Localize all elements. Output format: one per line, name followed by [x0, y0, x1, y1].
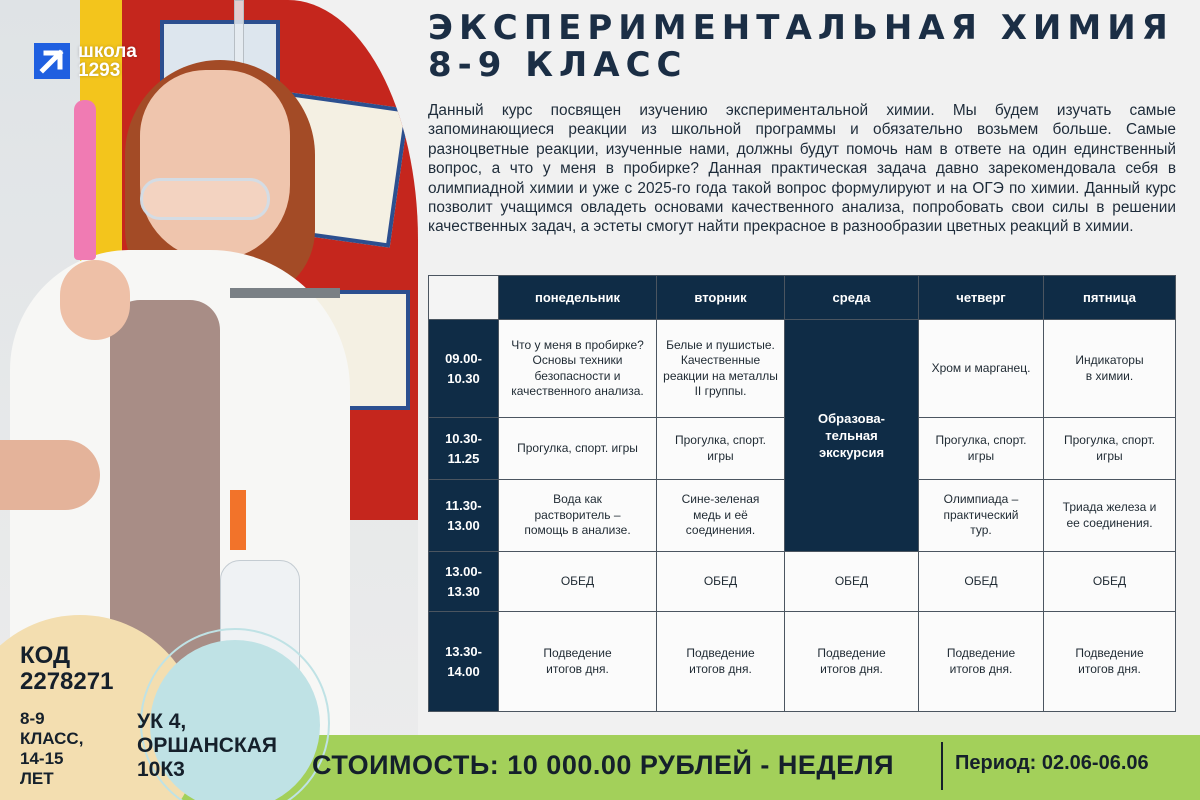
lesson-cell: Триада железа и ее соединения.	[1044, 480, 1176, 552]
time-slot: 13.30- 14.00	[429, 612, 499, 712]
arrow-up-right-icon	[34, 43, 70, 79]
table-row	[429, 612, 1176, 712]
schedule-header-row	[429, 276, 1176, 320]
lunch-cell: ОБЕД	[657, 552, 785, 612]
logo-line1: школа	[78, 41, 137, 62]
title-line1: ЭКСПЕРИМЕНТАЛЬНАЯ ХИМИЯ	[428, 8, 1174, 48]
summary-cell: Подведение итогов дня.	[1044, 612, 1176, 712]
lesson-cell: Прогулка, спорт. игры	[919, 418, 1044, 480]
lesson-cell: Сине-зеленая медь и её соединения.	[657, 480, 785, 552]
summary-cell: Подведение итогов дня.	[919, 612, 1044, 712]
lunch-cell: ОБЕД	[785, 552, 919, 612]
divider	[941, 742, 943, 790]
lesson-cell: Прогулка, спорт. игры	[1044, 418, 1176, 480]
time-slot: 10.30- 11.25	[429, 418, 499, 480]
time-slot: 11.30- 13.00	[429, 480, 499, 552]
address: УК 4, ОРШАНСКАЯ 10К3	[137, 710, 278, 781]
schedule-corner	[429, 276, 499, 320]
summary-cell: Подведение итогов дня.	[785, 612, 919, 712]
day-header: вторник	[657, 276, 785, 320]
summary-cell: Подведение итогов дня.	[657, 612, 785, 712]
school-logo	[34, 42, 137, 80]
code-value: 2278271	[20, 668, 114, 695]
day-header: понедельник	[499, 276, 657, 320]
day-header: среда	[785, 276, 919, 320]
schedule-table	[428, 275, 1176, 712]
grade-age: 8-9 КЛАСС, 14-15 ЛЕТ	[20, 709, 84, 788]
day-header: четверг	[919, 276, 1044, 320]
time-slot: 09.00- 10.30	[429, 320, 499, 418]
period-text: Период: 02.06-06.06	[955, 752, 1149, 774]
course-code	[20, 643, 113, 695]
summary-cell: Подведение итогов дня.	[499, 612, 657, 712]
code-label: КОД	[20, 642, 71, 669]
day-header: пятница	[1044, 276, 1176, 320]
lesson-cell: Вода как растворитель – помощь в анализе.	[499, 480, 657, 552]
table-row	[429, 320, 1176, 418]
lesson-cell: Прогулка, спорт. игры	[657, 418, 785, 480]
course-title	[428, 10, 1188, 84]
lunch-cell: ОБЕД	[499, 552, 657, 612]
lesson-cell: Прогулка, спорт. игры	[499, 418, 657, 480]
table-row	[429, 552, 1176, 612]
lunch-cell: ОБЕД	[1044, 552, 1176, 612]
logo-line2: 1293	[78, 60, 121, 81]
course-description: Данный курс посвящен изучению экспериментальной химии. Мы будем изучать самые запоминающиеся реакции из школьной программы и обязательно возьмем больше. Самые разноцветные реакции, изученные нами, должны будут помочь нам в ответе на один единственный вопрос, а что у меня в пробирке? Данная практическая задача давно зарекомендовала себя в олимпиадной химии и уже с 2025-го года такой вопрос формулируют и на ОГЭ по химии. Данный курс позволит учащимся овладеть основами качественного анализа, попробовать свои силы в решении качественных задач, а эстеты смогут найти прекрасное в разнообразии цветных реакций в химии.	[428, 102, 1176, 236]
lunch-cell: ОБЕД	[919, 552, 1044, 612]
lesson-cell: Индикаторы в химии.	[1044, 320, 1176, 418]
excursion-cell: Образова- тельная экскурсия	[785, 320, 919, 552]
lesson-cell: Белые и пушистые. Качественные реакции на металлы II группы.	[657, 320, 785, 418]
title-line2: 8-9 КЛАСС	[428, 45, 688, 85]
time-slot: 13.00- 13.30	[429, 552, 499, 612]
lesson-cell: Хром и марганец.	[919, 320, 1044, 418]
lesson-cell: Что у меня в пробирке? Основы техники безопасности и качественного анализа.	[499, 320, 657, 418]
price-text: СТОИМОСТЬ: 10 000.00 РУБЛЕЙ - НЕДЕЛЯ	[312, 750, 895, 780]
lesson-cell: Олимпиада – практический тур.	[919, 480, 1044, 552]
